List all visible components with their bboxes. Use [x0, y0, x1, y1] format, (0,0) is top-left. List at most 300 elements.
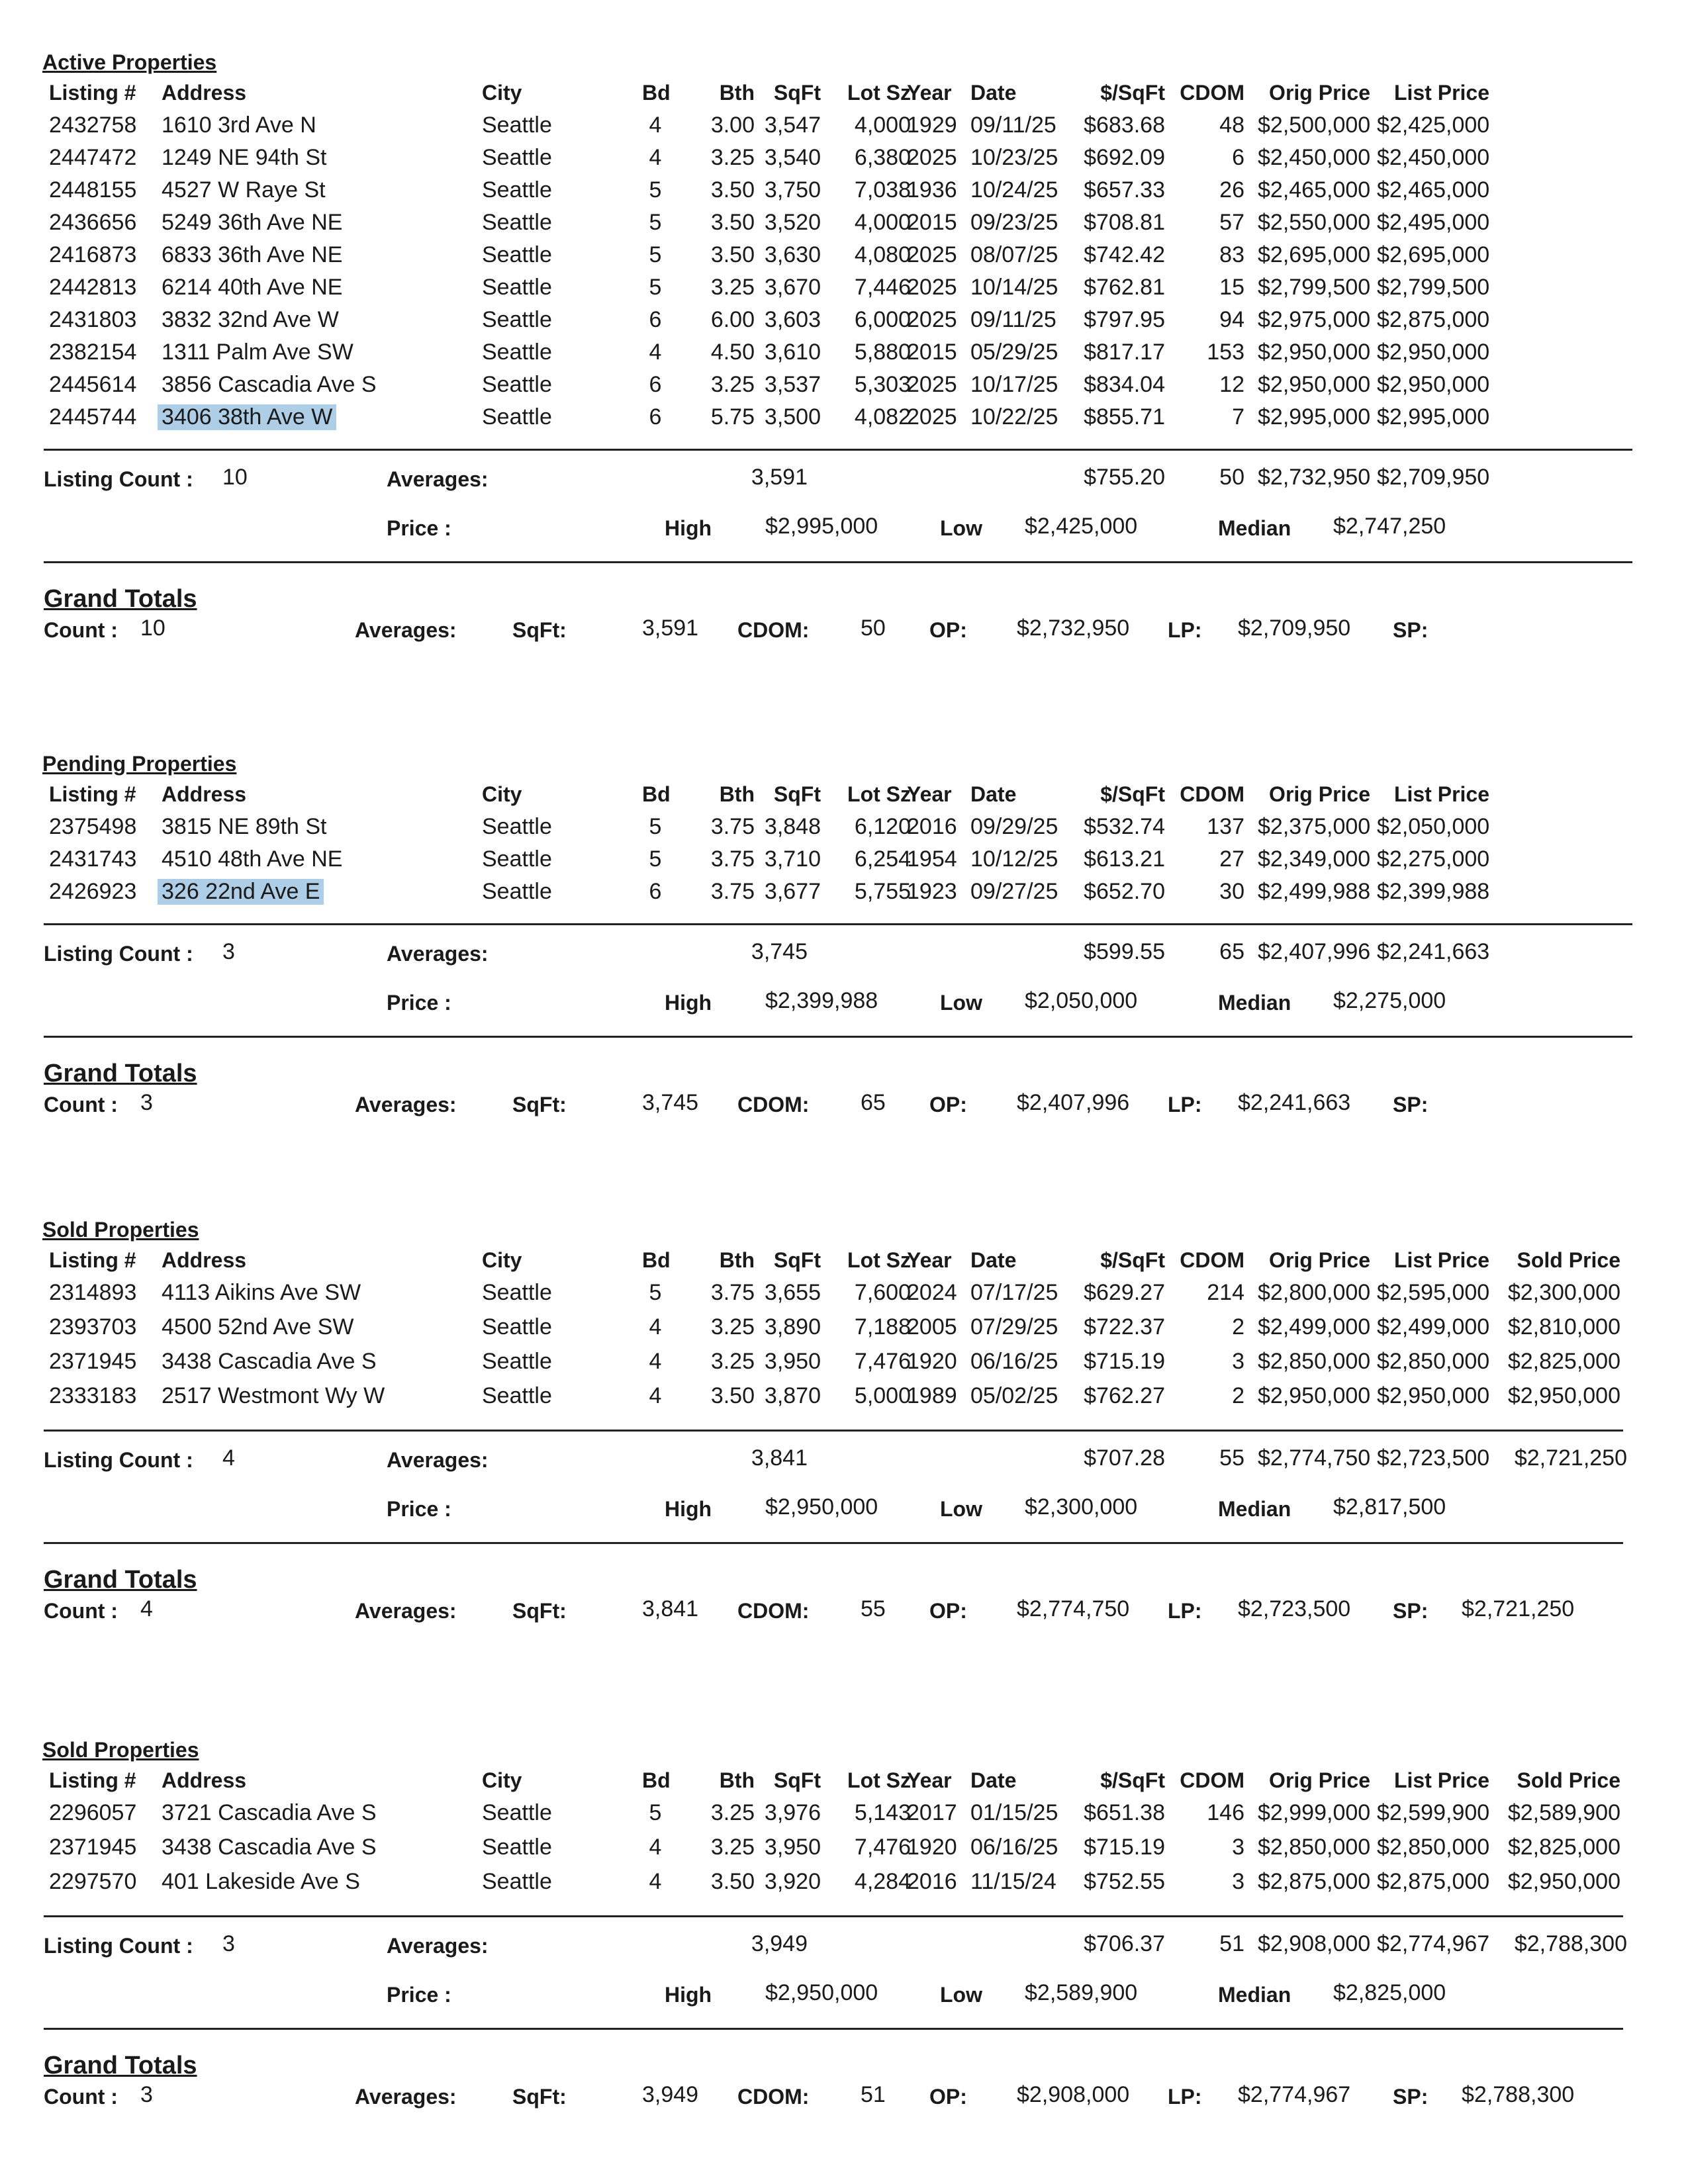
cell-listing: 2296057 — [49, 1800, 137, 1825]
cell-orig: $2,950,000 — [1258, 1383, 1371, 1408]
cell-ppsf: $715.19 — [1084, 1835, 1165, 1860]
grand-count-value: 10 — [140, 615, 165, 641]
cell-date: 07/17/25 — [970, 1280, 1058, 1305]
table-row — [0, 210, 1688, 243]
cell-bth: 3.25 — [710, 1800, 755, 1825]
grand-sqft-label: SqFt: — [512, 618, 567, 642]
header-ppsf: $/SqFt — [1100, 782, 1165, 806]
table-row — [0, 1383, 1688, 1416]
header-year: Year — [907, 1248, 952, 1272]
listing-count-label: Listing Count : — [44, 942, 193, 966]
cell-bth: 3.75 — [710, 1280, 755, 1305]
avg-sqft: 3,949 — [751, 1931, 808, 1956]
price-median: $2,825,000 — [1333, 1980, 1446, 2005]
cell-lotsz: 4,082 — [854, 404, 911, 430]
header-address: Address — [162, 1248, 247, 1272]
table-row — [0, 372, 1688, 405]
cell-list: $2,450,000 — [1377, 145, 1490, 170]
cell-ppsf: $817.17 — [1084, 340, 1165, 365]
cell-date: 07/29/25 — [970, 1314, 1058, 1340]
cell-bth: 3.50 — [710, 242, 755, 267]
cell-city: Seattle — [482, 177, 552, 203]
cell-orig: $2,950,000 — [1258, 340, 1371, 365]
cell-lotsz: 4,000 — [854, 210, 911, 235]
cell-orig: $2,465,000 — [1258, 177, 1371, 203]
header-bd: Bd — [642, 1768, 671, 1792]
section-title: Sold Properties — [42, 1738, 199, 1762]
avg-sqft: 3,841 — [751, 1445, 808, 1471]
median-label: Median — [1218, 1983, 1291, 2007]
header-city: City — [482, 81, 522, 105]
header-bth: Bth — [719, 1768, 755, 1792]
price-low: $2,050,000 — [1025, 988, 1138, 1013]
grand-lp-label: LP: — [1168, 2085, 1202, 2109]
cell-bd: 5 — [649, 1800, 662, 1825]
grand-cdom-value: 55 — [861, 1596, 886, 1621]
grand-lp-label: LP: — [1168, 1093, 1202, 1116]
avg-sold-price: $2,721,250 — [1514, 1445, 1627, 1471]
cell-date: 06/16/25 — [970, 1349, 1058, 1374]
cell-year: 2016 — [907, 1869, 957, 1894]
cell-date: 06/16/25 — [970, 1835, 1058, 1860]
header-list: List Price — [1393, 782, 1489, 806]
cell-sqft: 3,710 — [764, 846, 821, 872]
cell-date: 11/15/24 — [970, 1869, 1056, 1894]
cell-address: 1249 NE 94th St — [162, 145, 327, 170]
cell-address: 401 Lakeside Ave S — [162, 1869, 360, 1894]
header-listing: Listing # — [49, 81, 136, 105]
grand-lp-value: $2,241,663 — [1238, 1090, 1351, 1115]
cell-sqft: 3,677 — [764, 879, 821, 904]
header-lotsz: Lot Sz — [847, 1768, 911, 1792]
avg-ppsf: $707.28 — [1084, 1445, 1165, 1471]
cell-year: 2025 — [907, 242, 957, 267]
cell-orig: $2,800,000 — [1258, 1280, 1371, 1305]
cell-listing: 2416873 — [49, 242, 137, 267]
cell-cdom: 30 — [1219, 879, 1244, 904]
cell-bth: 3.50 — [710, 210, 755, 235]
cell-cdom: 6 — [1232, 145, 1244, 170]
cell-date: 10/24/25 — [970, 177, 1058, 203]
table-row — [0, 1800, 1688, 1833]
cell-city: Seattle — [482, 1835, 552, 1860]
cell-date: 08/07/25 — [970, 242, 1058, 267]
price-median: $2,817,500 — [1333, 1494, 1446, 1520]
cell-cdom: 2 — [1232, 1314, 1244, 1340]
header-ppsf: $/SqFt — [1100, 1248, 1165, 1272]
cell-listing: 2436656 — [49, 210, 137, 235]
cell-address: 6214 40th Ave NE — [162, 275, 343, 300]
header-city: City — [482, 782, 522, 806]
cell-list: $2,425,000 — [1377, 113, 1490, 138]
grand-count-label: Count : — [44, 1093, 118, 1116]
price-label: Price : — [387, 1497, 451, 1521]
header-date: Date — [970, 782, 1017, 806]
cell-address: 4500 52nd Ave SW — [162, 1314, 354, 1340]
cell-listing: 2445744 — [49, 404, 137, 430]
header-date: Date — [970, 1768, 1017, 1792]
cell-listing: 2447472 — [49, 145, 137, 170]
cell-bd: 6 — [649, 307, 662, 332]
header-lotsz: Lot Sz — [847, 1248, 911, 1272]
high-label: High — [665, 991, 712, 1015]
cell-cdom: 2 — [1232, 1383, 1244, 1408]
cell-city: Seattle — [482, 1869, 552, 1894]
cell-sold: $2,300,000 — [1507, 1280, 1620, 1305]
cell-city: Seattle — [482, 145, 552, 170]
grand-op-value: $2,774,750 — [1017, 1596, 1130, 1621]
grand-sqft-value: 3,745 — [642, 1090, 699, 1115]
cell-date: 10/22/25 — [970, 404, 1058, 430]
header-year: Year — [907, 81, 952, 105]
cell-sold: $2,810,000 — [1507, 1314, 1620, 1340]
cell-lotsz: 5,755 — [854, 879, 911, 904]
table-row — [0, 340, 1688, 373]
cell-ppsf: $652.70 — [1084, 879, 1165, 904]
cell-lotsz: 5,880 — [854, 340, 911, 365]
header-cdom: CDOM — [1180, 1768, 1244, 1792]
cell-list: $2,465,000 — [1377, 177, 1490, 203]
cell-ppsf: $762.81 — [1084, 275, 1165, 300]
grand-op-value: $2,732,950 — [1017, 615, 1130, 641]
price-high: $2,995,000 — [765, 514, 878, 539]
grand-totals-title: Grand Totals — [44, 1060, 197, 1087]
low-label: Low — [940, 516, 982, 540]
cell-bd: 5 — [649, 846, 662, 872]
cell-year: 1989 — [907, 1383, 957, 1408]
cell-listing: 2393703 — [49, 1314, 137, 1340]
cell-sqft: 3,655 — [764, 1280, 821, 1305]
cell-ppsf: $532.74 — [1084, 814, 1165, 839]
grand-lp-value: $2,774,967 — [1238, 2082, 1351, 2107]
high-label: High — [665, 1983, 712, 2007]
cell-date: 09/23/25 — [970, 210, 1058, 235]
cell-sqft: 3,950 — [764, 1835, 821, 1860]
header-date: Date — [970, 1248, 1017, 1272]
low-label: Low — [940, 1497, 982, 1521]
grand-cdom-label: CDOM: — [737, 1599, 810, 1623]
cell-bd: 4 — [649, 340, 662, 365]
cell-year: 2015 — [907, 340, 957, 365]
cell-bth: 3.25 — [710, 1314, 755, 1340]
cell-sqft: 3,670 — [764, 275, 821, 300]
cell-list: $2,499,000 — [1377, 1314, 1490, 1340]
divider — [44, 1036, 1632, 1038]
cell-lotsz: 7,188 — [854, 1314, 911, 1340]
header-bd: Bd — [642, 782, 671, 806]
cell-date: 10/23/25 — [970, 145, 1058, 170]
cell-list: $2,799,500 — [1377, 275, 1490, 300]
grand-averages-label: Averages: — [355, 1599, 457, 1623]
avg-cdom: 51 — [1219, 1931, 1244, 1956]
table-row — [0, 1314, 1688, 1347]
cell-list: $2,995,000 — [1377, 404, 1490, 430]
cell-city: Seattle — [482, 340, 552, 365]
cell-lotsz: 7,476 — [854, 1349, 911, 1374]
avg-list-price: $2,709,950 — [1377, 465, 1490, 490]
cell-city: Seattle — [482, 275, 552, 300]
header-sqft: SqFt — [773, 1768, 821, 1792]
price-low: $2,589,900 — [1025, 1980, 1138, 2005]
header-sold: Sold Price — [1517, 1248, 1620, 1272]
cell-bd: 4 — [649, 1869, 662, 1894]
cell-bd: 6 — [649, 372, 662, 397]
cell-bth: 3.25 — [710, 1349, 755, 1374]
header-cdom: CDOM — [1180, 1248, 1244, 1272]
grand-averages-label: Averages: — [355, 618, 457, 642]
grand-lp-value: $2,709,950 — [1238, 615, 1351, 641]
cell-address: 4510 48th Ave NE — [162, 846, 343, 872]
cell-cdom: 27 — [1219, 846, 1244, 872]
cell-bd: 4 — [649, 1314, 662, 1340]
header-sqft: SqFt — [773, 81, 821, 105]
cell-ppsf: $752.55 — [1084, 1869, 1165, 1894]
cell-lotsz: 4,284 — [854, 1869, 911, 1894]
header-sqft: SqFt — [773, 1248, 821, 1272]
avg-sold-price: $2,788,300 — [1514, 1931, 1627, 1956]
cell-cdom: 3 — [1232, 1869, 1244, 1894]
cell-year: 2025 — [907, 404, 957, 430]
cell-address: 4113 Aikins Ave SW — [162, 1280, 361, 1305]
grand-sqft-value: 3,841 — [642, 1596, 699, 1621]
cell-ppsf: $692.09 — [1084, 145, 1165, 170]
cell-ppsf: $629.27 — [1084, 1280, 1165, 1305]
table-row — [0, 113, 1688, 146]
cell-bd: 5 — [649, 814, 662, 839]
cell-lotsz: 6,000 — [854, 307, 911, 332]
grand-totals-title: Grand Totals — [44, 1566, 197, 1594]
table-row — [0, 242, 1688, 275]
cell-list: $2,950,000 — [1377, 340, 1490, 365]
cell-ppsf: $762.27 — [1084, 1383, 1165, 1408]
header-list: List Price — [1393, 1768, 1489, 1792]
cell-address: 3438 Cascadia Ave S — [162, 1835, 377, 1860]
cell-ppsf: $657.33 — [1084, 177, 1165, 203]
grand-count-label: Count : — [44, 618, 118, 642]
cell-sqft: 3,950 — [764, 1349, 821, 1374]
divider — [44, 1542, 1623, 1544]
cell-ppsf: $651.38 — [1084, 1800, 1165, 1825]
cell-bd: 4 — [649, 1383, 662, 1408]
cell-date: 09/29/25 — [970, 814, 1058, 839]
cell-ppsf: $683.68 — [1084, 113, 1165, 138]
cell-bth: 3.50 — [710, 1869, 755, 1894]
table-row — [0, 814, 1688, 847]
header-listing: Listing # — [49, 782, 136, 806]
divider — [44, 561, 1632, 563]
grand-cdom-value: 50 — [861, 615, 886, 641]
cell-city: Seattle — [482, 1314, 552, 1340]
price-median: $2,275,000 — [1333, 988, 1446, 1013]
cell-list: $2,875,000 — [1377, 1869, 1490, 1894]
grand-count-value: 4 — [140, 1596, 153, 1621]
table-row — [0, 879, 1688, 912]
cell-bd: 6 — [649, 879, 662, 904]
cell-date: 09/27/25 — [970, 879, 1058, 904]
cell-bd: 5 — [649, 1280, 662, 1305]
cell-lotsz: 7,446 — [854, 275, 911, 300]
cell-cdom: 137 — [1207, 814, 1244, 839]
cell-ppsf: $613.21 — [1084, 846, 1165, 872]
avg-ppsf: $706.37 — [1084, 1931, 1165, 1956]
header-orig: Orig Price — [1269, 1768, 1370, 1792]
cell-orig: $2,975,000 — [1258, 307, 1371, 332]
header-year: Year — [907, 1768, 952, 1792]
avg-orig-price: $2,774,750 — [1258, 1445, 1371, 1471]
header-orig: Orig Price — [1269, 1248, 1370, 1272]
cell-listing: 2442813 — [49, 275, 137, 300]
grand-sqft-label: SqFt: — [512, 2085, 567, 2109]
cell-listing: 2371945 — [49, 1835, 137, 1860]
cell-listing: 2314893 — [49, 1280, 137, 1305]
low-label: Low — [940, 1983, 982, 2007]
grand-lp-label: LP: — [1168, 1599, 1202, 1623]
cell-bd: 4 — [649, 145, 662, 170]
cell-cdom: 153 — [1207, 340, 1244, 365]
cell-year: 1929 — [907, 113, 957, 138]
cell-sqft: 3,520 — [764, 210, 821, 235]
averages-label: Averages: — [387, 1448, 489, 1472]
cell-cdom: 83 — [1219, 242, 1244, 267]
cell-sqft: 3,547 — [764, 113, 821, 138]
listing-count-value: 10 — [222, 465, 248, 490]
header-lotsz: Lot Sz — [847, 81, 911, 105]
cell-ppsf: $834.04 — [1084, 372, 1165, 397]
grand-count-value: 3 — [140, 1090, 153, 1115]
header-orig: Orig Price — [1269, 782, 1370, 806]
cell-year: 1954 — [907, 846, 957, 872]
cell-city: Seattle — [482, 1280, 552, 1305]
cell-orig: $2,950,000 — [1258, 372, 1371, 397]
cell-cdom: 3 — [1232, 1835, 1244, 1860]
median-label: Median — [1218, 1497, 1291, 1521]
cell-sqft: 3,750 — [764, 177, 821, 203]
cell-city: Seattle — [482, 242, 552, 267]
cell-list: $2,850,000 — [1377, 1835, 1490, 1860]
cell-lotsz: 7,600 — [854, 1280, 911, 1305]
cell-orig: $2,499,988 — [1258, 879, 1371, 904]
cell-address: 2517 Westmont Wy W — [162, 1383, 385, 1408]
column-header-row — [0, 782, 1688, 815]
cell-list: $2,275,000 — [1377, 846, 1490, 872]
cell-bth: 3.75 — [710, 846, 755, 872]
cell-cdom: 15 — [1219, 275, 1244, 300]
cell-cdom: 26 — [1219, 177, 1244, 203]
averages-label: Averages: — [387, 1934, 489, 1958]
cell-cdom: 7 — [1232, 404, 1244, 430]
header-bth: Bth — [719, 1248, 755, 1272]
column-header-row — [0, 1248, 1688, 1281]
cell-sqft: 3,540 — [764, 145, 821, 170]
header-date: Date — [970, 81, 1017, 105]
header-address: Address — [162, 81, 247, 105]
cell-city: Seattle — [482, 404, 552, 430]
section-title: Pending Properties — [42, 752, 237, 776]
cell-date: 05/29/25 — [970, 340, 1058, 365]
cell-address: 1610 3rd Ave N — [162, 113, 316, 138]
cell-bd: 4 — [649, 113, 662, 138]
cell-listing: 2445614 — [49, 372, 137, 397]
price-median: $2,747,250 — [1333, 514, 1446, 539]
grand-op-value: $2,407,996 — [1017, 1090, 1130, 1115]
table-row — [0, 307, 1688, 340]
header-list: List Price — [1393, 1248, 1489, 1272]
cell-sqft: 3,603 — [764, 307, 821, 332]
cell-ppsf: $715.19 — [1084, 1349, 1165, 1374]
cell-listing: 2432758 — [49, 113, 137, 138]
price-low: $2,425,000 — [1025, 514, 1138, 539]
cell-list: $2,399,988 — [1377, 879, 1490, 904]
cell-orig: $2,999,000 — [1258, 1800, 1371, 1825]
avg-list-price: $2,774,967 — [1377, 1931, 1490, 1956]
cell-date: 09/11/25 — [970, 113, 1056, 138]
avg-orig-price: $2,407,996 — [1258, 939, 1371, 964]
divider — [44, 923, 1632, 925]
avg-orig-price: $2,732,950 — [1258, 465, 1371, 490]
cell-city: Seattle — [482, 307, 552, 332]
cell-city: Seattle — [482, 1383, 552, 1408]
cell-sqft: 3,848 — [764, 814, 821, 839]
cell-date: 01/15/25 — [970, 1800, 1058, 1825]
cell-cdom: 3 — [1232, 1349, 1244, 1374]
grand-lp-label: LP: — [1168, 618, 1202, 642]
cell-listing: 2448155 — [49, 177, 137, 203]
header-address: Address — [162, 782, 247, 806]
cell-bd: 4 — [649, 1349, 662, 1374]
cell-sold: $2,950,000 — [1507, 1869, 1620, 1894]
cell-bd: 4 — [649, 1835, 662, 1860]
cell-city: Seattle — [482, 1349, 552, 1374]
cell-city: Seattle — [482, 372, 552, 397]
divider — [44, 2028, 1623, 2030]
cell-year: 2017 — [907, 1800, 957, 1825]
cell-list: $2,599,900 — [1377, 1800, 1490, 1825]
grand-lp-value: $2,723,500 — [1238, 1596, 1351, 1621]
table-row — [0, 275, 1688, 308]
header-cdom: CDOM — [1180, 782, 1244, 806]
header-ppsf: $/SqFt — [1100, 81, 1165, 105]
cell-city: Seattle — [482, 814, 552, 839]
cell-ppsf: $722.37 — [1084, 1314, 1165, 1340]
header-listing: Listing # — [49, 1248, 136, 1272]
cell-bth: 4.50 — [710, 340, 755, 365]
cell-listing: 2431743 — [49, 846, 137, 872]
cell-sqft: 3,630 — [764, 242, 821, 267]
averages-label: Averages: — [387, 942, 489, 966]
grand-op-label: OP: — [929, 2085, 967, 2109]
header-bth: Bth — [719, 81, 755, 105]
table-row — [0, 1869, 1688, 1902]
grand-cdom-value: 65 — [861, 1090, 886, 1115]
grand-count-label: Count : — [44, 1599, 118, 1623]
grand-sp-value: $2,721,250 — [1462, 1596, 1575, 1621]
cell-year: 2024 — [907, 1280, 957, 1305]
cell-cdom: 12 — [1219, 372, 1244, 397]
cell-bth: 3.25 — [710, 372, 755, 397]
table-row — [0, 177, 1688, 210]
cell-ppsf: $797.95 — [1084, 307, 1165, 332]
grand-sp-label: SP: — [1393, 1093, 1429, 1116]
cell-bd: 5 — [649, 242, 662, 267]
cell-bth: 3.25 — [710, 145, 755, 170]
cell-city: Seattle — [482, 879, 552, 904]
high-label: High — [665, 516, 712, 540]
section-title: Active Properties — [42, 50, 217, 74]
listing-count-value: 3 — [222, 1931, 235, 1956]
cell-year: 1920 — [907, 1835, 957, 1860]
listing-count-label: Listing Count : — [44, 467, 193, 491]
cell-date: 09/11/25 — [970, 307, 1056, 332]
